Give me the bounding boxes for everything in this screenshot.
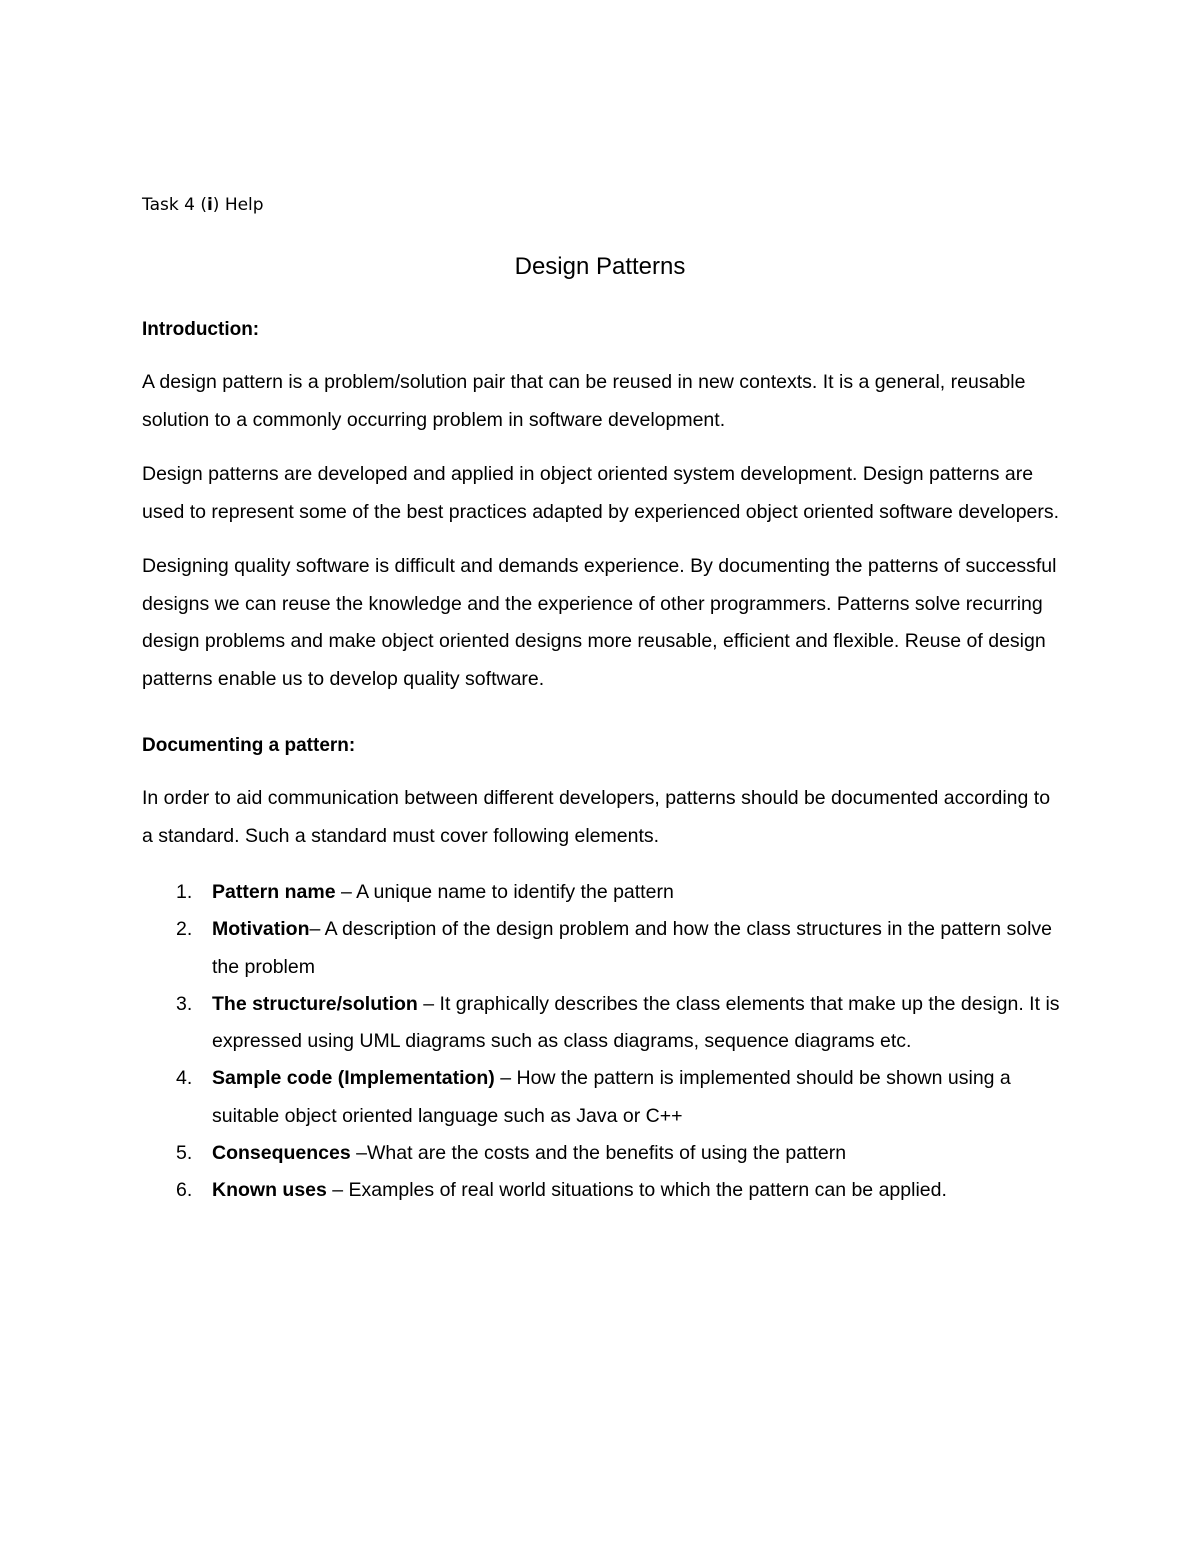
documenting-heading: Documenting a pattern: (142, 735, 356, 756)
list-item-number: 4. (176, 1067, 193, 1090)
intro-paragraph-3: Designing quality software is difficult and demands experience. By documenting the patterns of successful designs we can reuse the knowledge and the experience of other programmers. Patterns solve recurring design problems and make object oriented designs more reusable, efficient and flexible. Reuse of design patterns enable us to develop quality software. (142, 555, 1057, 690)
list-item-description: – How the pattern is implemented should be shown using a suitable object oriented language such as Java or C++ (212, 1067, 1011, 1127)
list-item-number: 6. (176, 1179, 193, 1202)
list-item-description: – It graphically describes the class elements that make up the design. It is expressed using UML diagrams such as class diagrams, sequence diagrams etc. (212, 992, 1060, 1053)
list-item-description: –What are the costs and the benefits of using the pattern (350, 1142, 847, 1165)
list-item-sample-code (142, 1060, 1062, 1135)
list-item-term: Consequences (212, 1142, 351, 1165)
list-item-pattern-name (142, 874, 1062, 911)
introduction-heading: Introduction: (142, 319, 260, 340)
task-header-prefix: Task 4 ( (142, 195, 207, 215)
list-item-term: Pattern name (212, 881, 336, 903)
list-item-description: – Examples of real world situations to which the pattern can be applied. (326, 1179, 947, 1202)
page-title: Design Patterns (514, 253, 686, 280)
list-item-consequences (142, 1135, 1062, 1172)
list-item-number: 3. (176, 992, 193, 1015)
list-item-motivation (142, 911, 1062, 986)
intro-paragraph-1: A design pattern is a problem/solution pair that can be reused in new contexts. It is a general, reusable solution to a commonly occurring problem in software development. (142, 371, 1026, 431)
list-item-structure-solution (142, 986, 1062, 1061)
list-item-number: 5. (176, 1142, 193, 1165)
list-item-number: 1. (176, 881, 193, 903)
list-item-term: Sample code (Implementation) (212, 1067, 495, 1090)
task-header (142, 190, 1062, 220)
list-item-number: 2. (176, 918, 193, 941)
list-item-known-uses (142, 1172, 1062, 1209)
list-item-description: – A unique name to identify the pattern (335, 881, 674, 903)
list-item-term: The structure/solution (212, 992, 418, 1015)
pattern-elements-list (142, 874, 1062, 1210)
document-content (142, 190, 1062, 1210)
task-header-suffix: ) Help (212, 195, 264, 215)
list-item-term: Known uses (212, 1179, 327, 1202)
task-header-marker: i (206, 195, 213, 215)
list-item-term: Motivation (212, 918, 310, 941)
intro-paragraph-2: Design patterns are developed and applied in object oriented system development. Design patterns are used to represent some of the best practices adapted by experienced object oriented software developers. (142, 463, 1060, 523)
list-item-description: – A description of the design problem and how the class structures in the pattern solve the problem (212, 918, 1053, 978)
documenting-paragraph: In order to aid communication between different developers, patterns should be documented according to a standard. Such a standard must cover following elements. (142, 787, 1051, 847)
